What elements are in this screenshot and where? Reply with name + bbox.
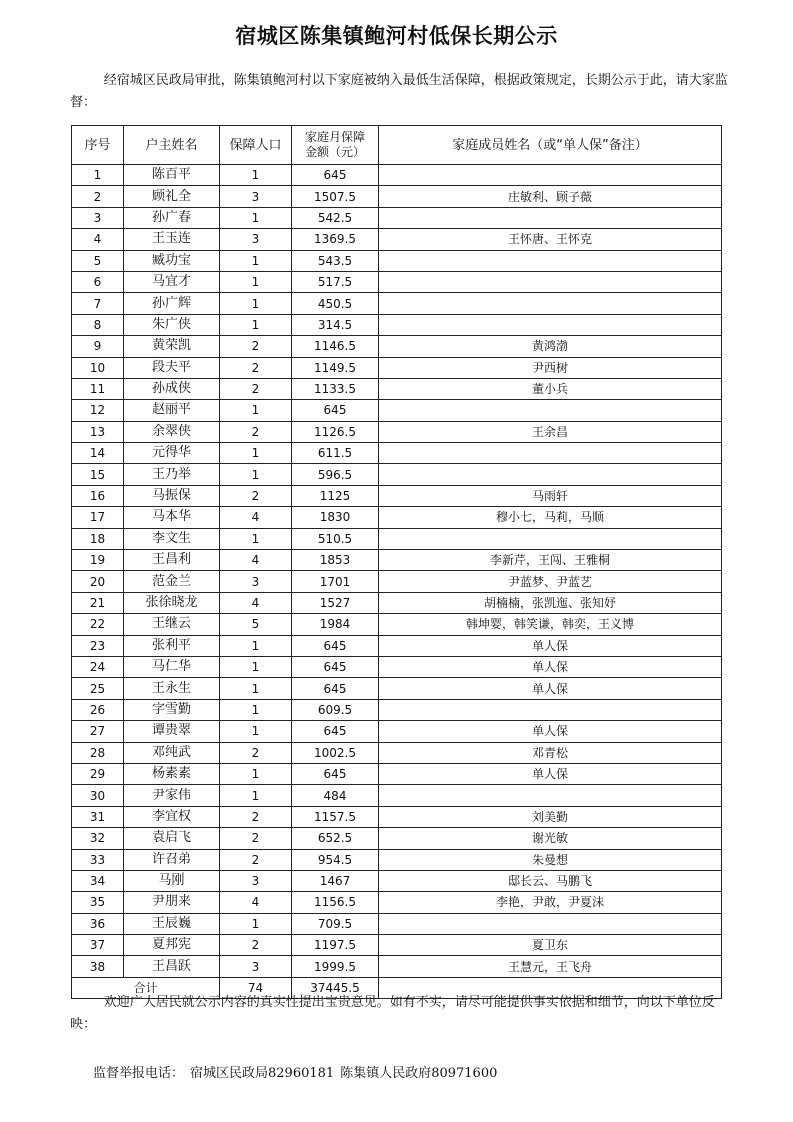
row-members: 单人保 <box>379 721 722 742</box>
row-no: 35 <box>72 892 124 913</box>
beneficiary-table <box>71 125 722 999</box>
row-members: 单人保 <box>379 656 722 677</box>
row-people: 1 <box>220 656 292 677</box>
row-name: 杨素素 <box>124 763 220 784</box>
row-name: 李文生 <box>124 528 220 549</box>
row-members <box>379 699 722 720</box>
row-members <box>379 464 722 485</box>
table-row <box>72 293 722 314</box>
row-name: 夏邦宪 <box>124 935 220 956</box>
row-amount: 1999.5 <box>292 956 379 977</box>
row-amount: 1157.5 <box>292 806 379 827</box>
row-name: 王辰巍 <box>124 913 220 934</box>
row-people: 2 <box>220 421 292 442</box>
header-people: 保障人口 <box>220 126 292 165</box>
table-row <box>72 892 722 913</box>
row-amount: 1369.5 <box>292 229 379 250</box>
row-name: 尹朋来 <box>124 892 220 913</box>
row-members <box>379 271 722 292</box>
table-row <box>72 721 722 742</box>
row-people: 1 <box>220 207 292 228</box>
row-name: 张徐晓龙 <box>124 592 220 613</box>
row-members: 韩坤婴，韩笑谦，韩奕，王义博 <box>379 614 722 635</box>
row-no: 29 <box>72 763 124 784</box>
row-members: 单人保 <box>379 635 722 656</box>
row-people: 4 <box>220 892 292 913</box>
row-members: 王余昌 <box>379 421 722 442</box>
row-members <box>379 165 722 186</box>
row-name: 顾礼全 <box>124 186 220 207</box>
row-no: 5 <box>72 250 124 271</box>
row-amount: 1467 <box>292 870 379 891</box>
row-name: 赵丽平 <box>124 400 220 421</box>
row-people: 1 <box>220 293 292 314</box>
row-members: 单人保 <box>379 763 722 784</box>
row-name: 陈百平 <box>124 165 220 186</box>
table-row <box>72 785 722 806</box>
row-name: 孙广辉 <box>124 293 220 314</box>
row-no: 19 <box>72 550 124 571</box>
row-members <box>379 400 722 421</box>
row-no: 3 <box>72 207 124 228</box>
row-people: 1 <box>220 314 292 335</box>
row-people: 2 <box>220 828 292 849</box>
row-people: 3 <box>220 229 292 250</box>
row-people: 4 <box>220 507 292 528</box>
total-amount: 37445.5 <box>292 977 379 998</box>
row-members <box>379 207 722 228</box>
row-no: 33 <box>72 849 124 870</box>
row-members: 刘美勤 <box>379 806 722 827</box>
row-amount: 314.5 <box>292 314 379 335</box>
row-people: 4 <box>220 592 292 613</box>
row-name: 臧功宝 <box>124 250 220 271</box>
total-label: 合计 <box>72 977 220 998</box>
row-name: 朱广侠 <box>124 314 220 335</box>
table-row <box>72 357 722 378</box>
row-people: 1 <box>220 763 292 784</box>
row-no: 1 <box>72 165 124 186</box>
row-name: 王昌利 <box>124 550 220 571</box>
row-people: 4 <box>220 550 292 571</box>
table-header-row <box>72 126 722 165</box>
table-row <box>72 571 722 592</box>
row-amount: 484 <box>292 785 379 806</box>
table-row <box>72 956 722 977</box>
row-members <box>379 250 722 271</box>
row-members: 单人保 <box>379 678 722 699</box>
row-no: 2 <box>72 186 124 207</box>
row-name: 马刚 <box>124 870 220 891</box>
row-amount: 510.5 <box>292 528 379 549</box>
hotline-label: 监督举报电话： <box>93 1066 185 1081</box>
table-row <box>72 528 722 549</box>
table-row <box>72 935 722 956</box>
row-name: 孙成侠 <box>124 378 220 399</box>
row-people: 1 <box>220 635 292 656</box>
row-members <box>379 785 722 806</box>
row-amount: 645 <box>292 635 379 656</box>
row-amount: 1133.5 <box>292 378 379 399</box>
row-name: 范金兰 <box>124 571 220 592</box>
row-name: 王永生 <box>124 678 220 699</box>
table-row <box>72 378 722 399</box>
row-people: 1 <box>220 699 292 720</box>
row-amount: 1853 <box>292 550 379 571</box>
row-members: 李艳，尹敢，尹夏沫 <box>379 892 722 913</box>
row-no: 36 <box>72 913 124 934</box>
row-name: 余翠侠 <box>124 421 220 442</box>
row-name: 王乃举 <box>124 464 220 485</box>
row-name: 黄荣凯 <box>124 336 220 357</box>
table-row <box>72 656 722 677</box>
header-name: 户主姓名 <box>124 126 220 165</box>
row-people: 2 <box>220 357 292 378</box>
header-no: 序号 <box>72 126 124 165</box>
row-name: 张利平 <box>124 635 220 656</box>
row-members: 谢光敏 <box>379 828 722 849</box>
header-members: 家庭成员姓名（或“单人保”备注） <box>379 126 722 165</box>
closing-paragraph: 欢迎广大居民就公示内容的真实性提出宝贵意见。如有不实，请尽可能提供事实依据和细节，向以下单位反映： <box>70 995 715 1032</box>
table-row <box>72 507 722 528</box>
row-no: 26 <box>72 699 124 720</box>
row-people: 1 <box>220 678 292 699</box>
table-row <box>72 592 722 613</box>
table-row <box>72 699 722 720</box>
row-name: 邓纯武 <box>124 742 220 763</box>
header-amount <box>292 126 379 165</box>
row-people: 1 <box>220 165 292 186</box>
table-row <box>72 763 722 784</box>
row-members: 夏卫东 <box>379 935 722 956</box>
row-amount: 645 <box>292 656 379 677</box>
row-name: 李宜权 <box>124 806 220 827</box>
row-no: 10 <box>72 357 124 378</box>
row-amount: 1125 <box>292 485 379 506</box>
table-row <box>72 806 722 827</box>
row-amount: 542.5 <box>292 207 379 228</box>
table-row <box>72 742 722 763</box>
total-people: 74 <box>220 977 292 998</box>
row-people: 2 <box>220 485 292 506</box>
row-members: 邓青松 <box>379 742 722 763</box>
row-people: 3 <box>220 186 292 207</box>
row-no: 23 <box>72 635 124 656</box>
table-row <box>72 421 722 442</box>
table-row <box>72 913 722 934</box>
row-no: 30 <box>72 785 124 806</box>
row-amount: 611.5 <box>292 443 379 464</box>
row-people: 2 <box>220 378 292 399</box>
row-name: 马振保 <box>124 485 220 506</box>
row-amount: 1197.5 <box>292 935 379 956</box>
table-row <box>72 443 722 464</box>
table-row <box>72 165 722 186</box>
hotline <box>93 1062 503 1081</box>
row-people: 1 <box>220 400 292 421</box>
row-amount: 517.5 <box>292 271 379 292</box>
row-members <box>379 443 722 464</box>
row-people: 2 <box>220 849 292 870</box>
row-amount: 596.5 <box>292 464 379 485</box>
row-people: 1 <box>220 464 292 485</box>
row-amount: 1830 <box>292 507 379 528</box>
row-no: 34 <box>72 870 124 891</box>
row-no: 14 <box>72 443 124 464</box>
row-amount: 1149.5 <box>292 357 379 378</box>
row-no: 27 <box>72 721 124 742</box>
row-amount: 652.5 <box>292 828 379 849</box>
row-amount: 954.5 <box>292 849 379 870</box>
row-members: 庄敏利、顾子薇 <box>379 186 722 207</box>
row-no: 18 <box>72 528 124 549</box>
table-row <box>72 186 722 207</box>
table-row <box>72 207 722 228</box>
row-name: 袁启飞 <box>124 828 220 849</box>
table-row <box>72 678 722 699</box>
row-amount: 543.5 <box>292 250 379 271</box>
row-no: 8 <box>72 314 124 335</box>
row-no: 24 <box>72 656 124 677</box>
table-body <box>72 165 722 978</box>
row-amount: 1701 <box>292 571 379 592</box>
row-amount: 1527 <box>292 592 379 613</box>
row-name: 王昌跃 <box>124 956 220 977</box>
row-no: 11 <box>72 378 124 399</box>
row-members: 李新芹，王闯、王雅桐 <box>379 550 722 571</box>
row-amount: 645 <box>292 165 379 186</box>
table-row <box>72 271 722 292</box>
row-amount: 1002.5 <box>292 742 379 763</box>
row-amount: 450.5 <box>292 293 379 314</box>
table-row <box>72 464 722 485</box>
row-name: 王玉连 <box>124 229 220 250</box>
row-amount: 645 <box>292 763 379 784</box>
row-name: 尹家伟 <box>124 785 220 806</box>
row-people: 1 <box>220 271 292 292</box>
row-no: 38 <box>72 956 124 977</box>
row-members: 朱曼想 <box>379 849 722 870</box>
table-row <box>72 229 722 250</box>
row-no: 20 <box>72 571 124 592</box>
row-name: 字雪勤 <box>124 699 220 720</box>
table-row <box>72 485 722 506</box>
row-members: 胡楠楠，张凯迤、张知妤 <box>379 592 722 613</box>
table-row <box>72 250 722 271</box>
row-no: 4 <box>72 229 124 250</box>
row-people: 1 <box>220 250 292 271</box>
row-no: 6 <box>72 271 124 292</box>
intro-paragraph: 经宿城区民政局审批，陈集镇鲍河村以下家庭被纳入最低生活保障，根据政策规定，长期公示于此，请大家监督： <box>70 73 728 110</box>
row-no: 25 <box>72 678 124 699</box>
row-no: 37 <box>72 935 124 956</box>
row-members: 邸长云、马鹏飞 <box>379 870 722 891</box>
row-no: 12 <box>72 400 124 421</box>
row-amount: 709.5 <box>292 913 379 934</box>
row-members: 王怀唐、王怀克 <box>379 229 722 250</box>
row-no: 13 <box>72 421 124 442</box>
row-amount: 645 <box>292 678 379 699</box>
row-members: 王慧元，王飞舟 <box>379 956 722 977</box>
row-amount: 645 <box>292 400 379 421</box>
row-name: 孙广春 <box>124 207 220 228</box>
table-row <box>72 614 722 635</box>
row-members: 黄鸿渤 <box>379 336 722 357</box>
row-people: 3 <box>220 956 292 977</box>
row-amount: 645 <box>292 721 379 742</box>
header-amount-line2: 金额（元） <box>304 145 365 159</box>
row-no: 32 <box>72 828 124 849</box>
row-no: 22 <box>72 614 124 635</box>
row-name: 马仁华 <box>124 656 220 677</box>
row-people: 3 <box>220 870 292 891</box>
table-row <box>72 828 722 849</box>
row-people: 2 <box>220 935 292 956</box>
row-amount: 1126.5 <box>292 421 379 442</box>
row-name: 元得华 <box>124 443 220 464</box>
row-amount: 1984 <box>292 614 379 635</box>
table-row <box>72 635 722 656</box>
row-people: 1 <box>220 528 292 549</box>
row-people: 1 <box>220 785 292 806</box>
row-people: 2 <box>220 742 292 763</box>
row-members <box>379 913 722 934</box>
row-members <box>379 314 722 335</box>
row-people: 1 <box>220 721 292 742</box>
row-people: 1 <box>220 913 292 934</box>
row-people: 2 <box>220 806 292 827</box>
table-row <box>72 550 722 571</box>
row-no: 31 <box>72 806 124 827</box>
row-no: 16 <box>72 485 124 506</box>
row-members: 董小兵 <box>379 378 722 399</box>
row-no: 15 <box>72 464 124 485</box>
row-amount: 1146.5 <box>292 336 379 357</box>
row-no: 7 <box>72 293 124 314</box>
row-members <box>379 293 722 314</box>
row-people: 1 <box>220 443 292 464</box>
page-title: 宿城区陈集镇鲍河村低保长期公示 <box>235 24 558 48</box>
row-people: 3 <box>220 571 292 592</box>
row-name: 王继云 <box>124 614 220 635</box>
row-amount: 609.5 <box>292 699 379 720</box>
row-no: 21 <box>72 592 124 613</box>
table-row <box>72 870 722 891</box>
row-amount: 1507.5 <box>292 186 379 207</box>
row-no: 28 <box>72 742 124 763</box>
header-amount-line1: 家庭月保障 <box>304 130 365 144</box>
table-row <box>72 849 722 870</box>
row-people: 5 <box>220 614 292 635</box>
row-members: 尹西树 <box>379 357 722 378</box>
row-name: 马本华 <box>124 507 220 528</box>
row-members: 尹蓝梦、尹蓝艺 <box>379 571 722 592</box>
table-row <box>72 336 722 357</box>
hotline-contact-town-government: 陈集镇人民政府80971600 <box>340 1066 498 1081</box>
row-amount: 1156.5 <box>292 892 379 913</box>
row-no: 9 <box>72 336 124 357</box>
table-row <box>72 314 722 335</box>
row-name: 马宜才 <box>124 271 220 292</box>
row-no: 17 <box>72 507 124 528</box>
row-members: 马雨轩 <box>379 485 722 506</box>
row-name: 谭贵翠 <box>124 721 220 742</box>
hotline-contact-civil-affairs: 宿城区民政局82960181 <box>190 1066 335 1081</box>
row-members <box>379 528 722 549</box>
row-members: 穆小七，马莉，马顺 <box>379 507 722 528</box>
row-name: 段夫平 <box>124 357 220 378</box>
row-people: 2 <box>220 336 292 357</box>
row-name: 许召弟 <box>124 849 220 870</box>
table-row <box>72 400 722 421</box>
